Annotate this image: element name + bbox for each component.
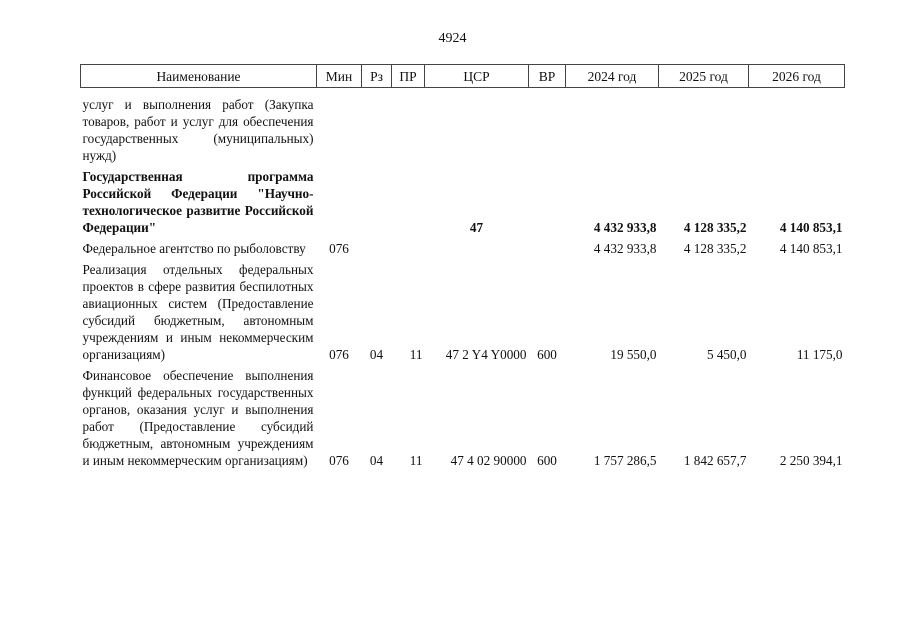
row-amount-2024: 1 757 286,5 (593, 453, 657, 468)
column-header-csr: ЦСР (425, 65, 529, 88)
row-rz: 04 (369, 453, 384, 468)
row-name: Государственная программа Российской Федерации "Научно-технологическое развитие Российской Федерации" (82, 169, 314, 235)
row-rz (362, 240, 392, 261)
row-csr: 47 (469, 220, 484, 235)
row-csr: 47 4 02 90000 (450, 453, 527, 468)
row-vr: 600 (537, 347, 557, 362)
column-header-2026: 2026 год (749, 65, 845, 88)
row-min: 076 (329, 453, 349, 468)
column-header-rz: Рз (362, 65, 392, 88)
row-vr (529, 88, 566, 169)
row-amount-2025: 4 128 335,2 (683, 220, 747, 235)
row-amount-2024: 4 432 933,8 (593, 220, 657, 235)
row-amount-2026: 11 175,0 (796, 347, 843, 362)
row-amount-2026: 2 250 394,1 (779, 453, 843, 468)
row-vr (529, 240, 566, 261)
row-vr: 600 (537, 453, 557, 468)
row-amount-2024 (566, 88, 659, 169)
row-vr (529, 168, 566, 240)
row-rz (362, 168, 392, 240)
row-pr (392, 168, 425, 240)
table-row (81, 88, 845, 169)
row-amount-2025 (659, 88, 749, 169)
row-amount-2026: 4 140 853,1 (779, 241, 843, 256)
row-rz: 04 (369, 347, 384, 362)
budget-table (80, 64, 845, 473)
table-row (81, 367, 845, 473)
row-min: 076 (329, 347, 349, 362)
table-row (81, 240, 845, 261)
row-name: Реализация отдельных федеральных проектов в сфере развития беспилотных авиационных систем (Предоставление субсидий бюджетным, автономным учреждениям и иным некоммерческим организациям) (82, 262, 314, 362)
column-header-2025: 2025 год (659, 65, 749, 88)
row-amount-2025: 5 450,0 (706, 347, 747, 362)
row-name: Финансовое обеспечение выполнения функций федеральных государственных органов, оказания услуг и выполнения работ (Предоставление субсидий бюджетным, автономным учреждениям и иным некоммерческим организациям) (82, 368, 314, 468)
row-csr (425, 88, 529, 169)
row-name: услуг и выполнения работ (Закупка товаров, работ и услуг для обеспечения государственных (муниципальных) нужд) (82, 97, 314, 163)
row-pr (392, 88, 425, 169)
row-pr (392, 240, 425, 261)
page-number: 4924 (438, 31, 467, 46)
row-amount-2026 (749, 88, 845, 169)
table-row (81, 168, 845, 240)
row-min (317, 168, 362, 240)
row-csr: 47 2 Y4 Y0000 (445, 347, 527, 362)
row-amount-2025: 4 128 335,2 (683, 241, 747, 256)
row-csr (425, 240, 529, 261)
row-min: 076 (329, 241, 349, 256)
row-rz (362, 88, 392, 169)
row-amount-2026: 4 140 853,1 (779, 220, 843, 235)
table-row (81, 261, 845, 367)
column-header-2024: 2024 год (566, 65, 659, 88)
row-name: Федеральное агентство по рыболовству (82, 241, 306, 256)
row-pr: 11 (409, 453, 423, 468)
column-header-name: Наименование (81, 65, 317, 88)
row-min (317, 88, 362, 169)
table-header-row (81, 65, 845, 88)
row-amount-2024: 4 432 933,8 (593, 241, 657, 256)
column-header-vr: ВР (529, 65, 566, 88)
row-amount-2025: 1 842 657,7 (683, 453, 747, 468)
column-header-pr: ПР (392, 65, 425, 88)
column-header-min: Мин (317, 65, 362, 88)
row-pr: 11 (409, 347, 423, 362)
row-amount-2024: 19 550,0 (610, 347, 657, 362)
